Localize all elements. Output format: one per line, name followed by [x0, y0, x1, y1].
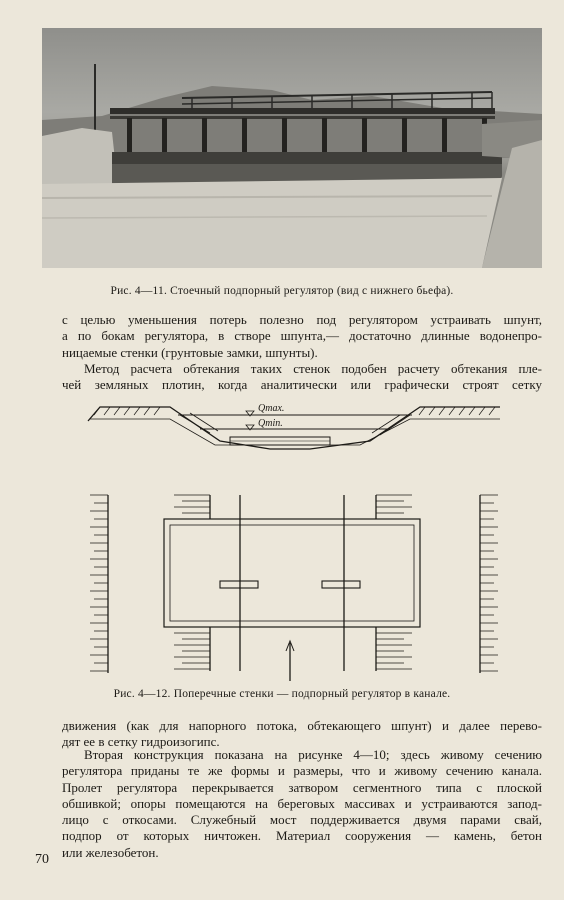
text-line: подпор от которых ничтожен. Материал сооружения — камень, бетон [62, 828, 542, 844]
regulator-photo-drawing [42, 28, 542, 268]
text-line: движения (как для напорного потока, обтекающего шпунт) и далее перево- [62, 718, 542, 733]
paragraph-1 [62, 312, 542, 361]
text-line: дят ее в сетку гидроизогипс. [62, 734, 220, 750]
text-line: лицо с откосами. Служебный мост поддерживается двумя парами свай, [62, 812, 542, 828]
text-line: Вторая конструкция показана на рисунке 4—10; здесь живому сечению [84, 747, 542, 762]
text-line: с целью уменьшения потерь полезно под регулятором устраивать шпунт, [62, 312, 542, 327]
figure2-caption: Рис. 4—12. Поперечные стенки — подпорный регулятор в канале. [113, 688, 451, 700]
text-line: Метод расчета обтекания таких стенок подобен расчету обтекания пле- [84, 361, 542, 376]
text-line: чей земляных плотин, когда аналитически или графически строят сетку [62, 377, 542, 393]
text-line: регулятора приданы те же формы и размеры, что и живому сечению канала. [62, 763, 542, 779]
paragraph-2 [62, 361, 542, 394]
text-line: обшивкой; опоры помещаются на береговых массивах и устраиваются запод- [62, 795, 542, 811]
figure1-caption: Рис. 4—11. Стоечный подпорный регулятор (вид с нижнего бьефа). [110, 285, 454, 297]
page-number: 70 [35, 852, 49, 867]
qmax-label: Qmax. [258, 403, 285, 414]
text-line: а по бокам регулятора, в створе шпунта,— достаточно длинные водонепро- [62, 328, 542, 344]
qmin-label: Qmin. [258, 418, 283, 429]
text-line: ницаемые стенки (грунтовые замки, шпунты). [62, 344, 318, 360]
paragraph-4 [62, 747, 542, 861]
text-line: или железобетон. [62, 844, 159, 860]
text-line: Пролет регулятора перекрывается затвором сегментного типа с плоской [62, 779, 542, 795]
canal-regulator-drawing [60, 395, 520, 685]
regulator-photo [42, 28, 542, 268]
paragraph-3 [62, 718, 542, 751]
